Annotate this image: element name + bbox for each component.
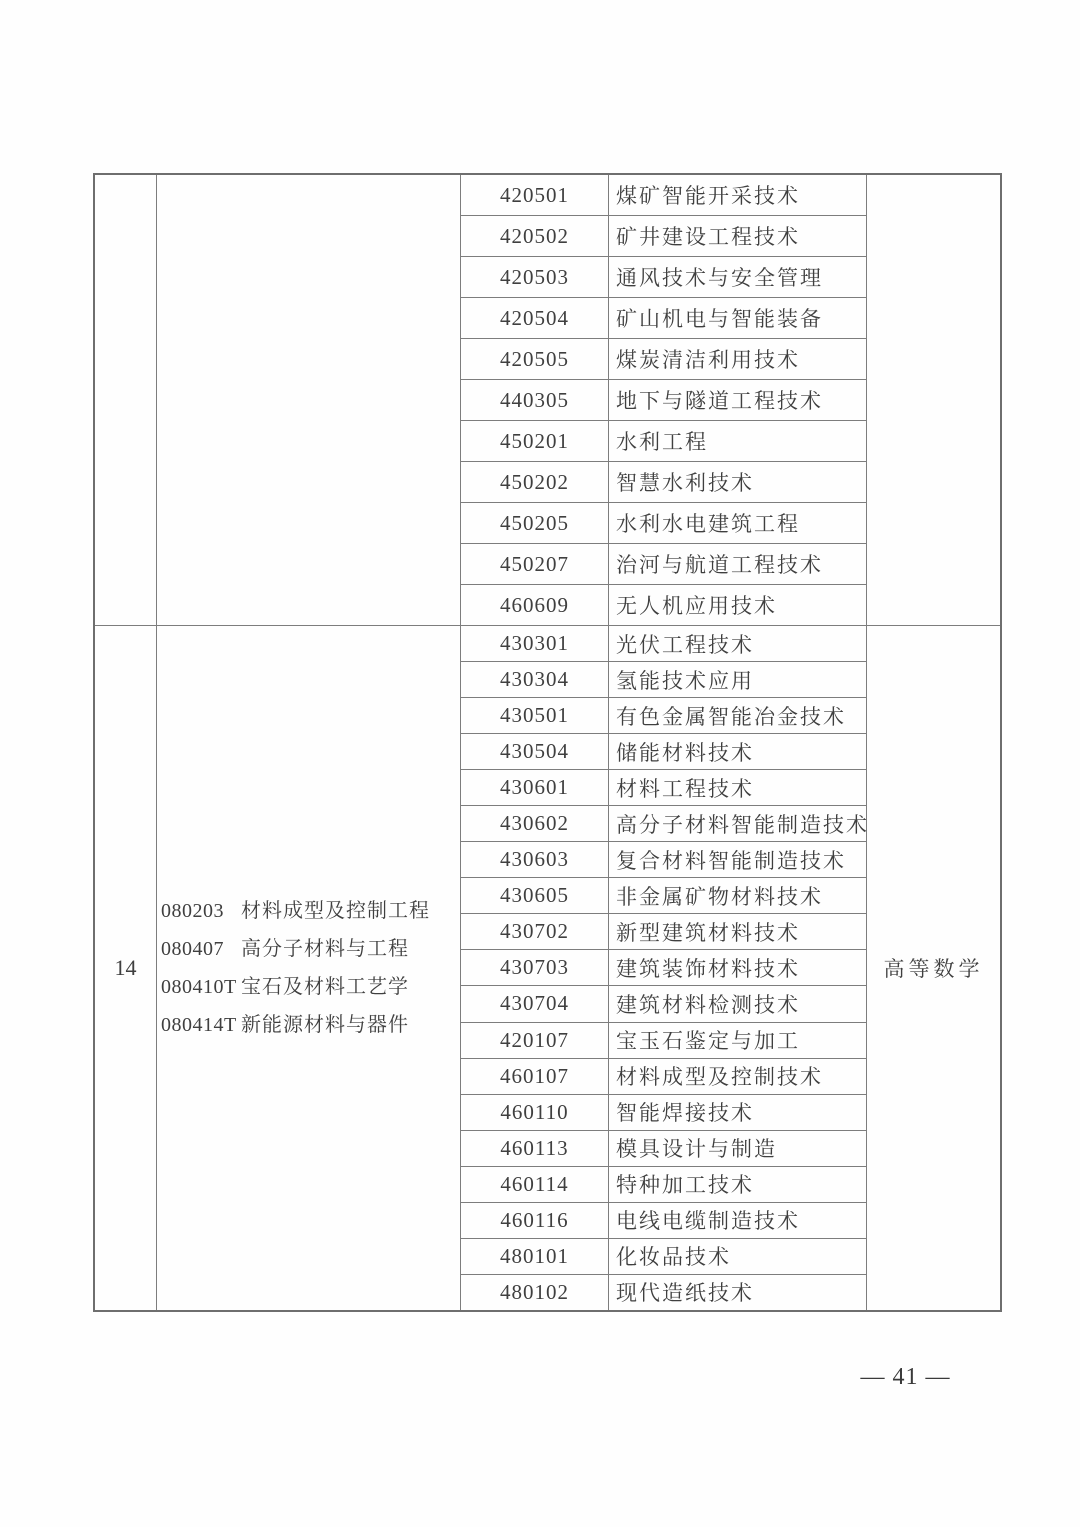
undergrad-major-code: 080407 <box>161 938 224 960</box>
seq-cell <box>95 175 157 625</box>
specialty-code: 460107 <box>461 1059 609 1094</box>
specialty-name: 地下与隧道工程技术 <box>616 389 823 413</box>
table-row <box>461 339 866 380</box>
specialty-code: 420501 <box>461 175 609 215</box>
specialty-name: 宝玉石鉴定与加工 <box>616 1029 800 1054</box>
specialty-code: 480102 <box>461 1275 609 1310</box>
specialty-name: 复合材料智能制造技术 <box>616 848 846 873</box>
table-row <box>461 585 866 625</box>
table-row <box>461 175 866 216</box>
specialty-code: 450205 <box>461 503 609 543</box>
specialty-name: 材料工程技术 <box>616 776 754 801</box>
specialty-code: 420504 <box>461 298 609 338</box>
undergrad-major-name: 高分子材料与工程 <box>241 938 409 960</box>
specialty-code: 460113 <box>461 1131 609 1166</box>
undergrad-major-line <box>161 930 430 968</box>
table-row <box>461 770 866 806</box>
specialty-code: 450202 <box>461 462 609 502</box>
specialty-code: 430704 <box>461 986 609 1021</box>
specialty-name: 高分子材料智能制造技术 <box>616 812 869 837</box>
specialty-name: 煤矿智能开采技术 <box>616 184 800 208</box>
specialty-name: 新型建筑材料技术 <box>616 920 800 945</box>
table-row <box>461 1095 866 1131</box>
seq-cell: 14 <box>95 626 157 1310</box>
table-row <box>461 380 866 421</box>
specialty-code: 450207 <box>461 544 609 584</box>
table-row-group-14 <box>95 626 1000 1310</box>
table-row-group-continued <box>95 175 1000 626</box>
table-row <box>461 503 866 544</box>
specialty-name: 治河与航道工程技术 <box>616 553 823 577</box>
specialty-code: 430605 <box>461 878 609 913</box>
table-row <box>461 914 866 950</box>
specialty-code: 460114 <box>461 1167 609 1202</box>
specialty-name: 矿山机电与智能装备 <box>616 307 823 331</box>
specialty-code: 420107 <box>461 1023 609 1058</box>
undergrad-majors-cell <box>157 175 461 625</box>
table-row <box>461 1203 866 1239</box>
table-row <box>461 662 866 698</box>
specialty-name: 电线电缆制造技术 <box>616 1209 800 1234</box>
specialty-name: 化妆品技术 <box>616 1245 731 1270</box>
undergrad-major-line <box>161 1006 430 1044</box>
specialty-name: 无人机应用技术 <box>616 594 777 618</box>
page-number: — 41 — <box>860 1364 951 1390</box>
specialty-code: 430703 <box>461 950 609 985</box>
specialty-code: 430504 <box>461 734 609 769</box>
table-row <box>461 216 866 257</box>
exam-subject-cell <box>867 175 1000 625</box>
table-row <box>461 298 866 339</box>
table-row <box>461 544 866 585</box>
undergrad-major-line <box>161 968 430 1006</box>
specialty-code: 460116 <box>461 1203 609 1238</box>
table-row <box>461 698 866 734</box>
specialty-code: 430601 <box>461 770 609 805</box>
specialty-name: 智慧水利技术 <box>616 471 754 495</box>
table-row <box>461 1239 866 1275</box>
specialty-name: 非金属矿物材料技术 <box>616 884 823 909</box>
table-row <box>461 734 866 770</box>
table-row <box>461 878 866 914</box>
specialty-code: 440305 <box>461 380 609 420</box>
table-row <box>461 421 866 462</box>
table-row <box>461 842 866 878</box>
specialty-name: 材料成型及控制技术 <box>616 1065 823 1090</box>
specialty-name: 氢能技术应用 <box>616 668 754 693</box>
table-row <box>461 1059 866 1095</box>
table-row <box>461 257 866 298</box>
table-row <box>461 1023 866 1059</box>
specialty-name: 特种加工技术 <box>616 1173 754 1198</box>
undergrad-major-code: 080410T <box>161 976 237 998</box>
specialty-name: 有色金属智能冶金技术 <box>616 704 846 729</box>
specialty-name: 储能材料技术 <box>616 740 754 765</box>
undergrad-major-code: 080414T <box>161 1014 237 1036</box>
table-row <box>461 950 866 986</box>
table-row <box>461 806 869 842</box>
table-row <box>461 626 866 662</box>
specialty-code: 430301 <box>461 626 609 661</box>
specialty-code: 450201 <box>461 421 609 461</box>
specialty-name: 模具设计与制造 <box>616 1137 777 1162</box>
undergrad-major-name: 宝石及材料工艺学 <box>241 976 409 998</box>
specialty-name: 通风技术与安全管理 <box>616 266 823 290</box>
majors-table <box>93 173 1002 1312</box>
table-row <box>461 986 866 1022</box>
undergrad-majors-cell <box>157 626 461 1310</box>
undergrad-major-code: 080203 <box>161 900 224 922</box>
table-row <box>461 1167 866 1203</box>
specialty-name: 水利水电建筑工程 <box>616 512 800 536</box>
specialty-code: 460609 <box>461 585 609 625</box>
specialty-code: 460110 <box>461 1095 609 1130</box>
specialty-rows <box>461 626 867 1310</box>
specialty-name: 矿井建设工程技术 <box>616 225 800 249</box>
specialty-code: 430603 <box>461 842 609 877</box>
specialty-rows <box>461 175 867 625</box>
table-row <box>461 462 866 503</box>
specialty-name: 煤炭清洁利用技术 <box>616 348 800 372</box>
specialty-code: 480101 <box>461 1239 609 1274</box>
specialty-code: 430602 <box>461 806 609 841</box>
specialty-code: 430304 <box>461 662 609 697</box>
undergrad-majors-list <box>157 892 430 1044</box>
specialty-name: 光伏工程技术 <box>616 632 754 657</box>
specialty-code: 420502 <box>461 216 609 256</box>
specialty-name: 水利工程 <box>616 430 708 454</box>
specialty-code: 430702 <box>461 914 609 949</box>
specialty-name: 现代造纸技术 <box>616 1281 754 1306</box>
specialty-name: 建筑装饰材料技术 <box>616 956 800 981</box>
undergrad-major-line <box>161 892 430 930</box>
specialty-code: 420503 <box>461 257 609 297</box>
specialty-code: 430501 <box>461 698 609 733</box>
table-row <box>461 1131 866 1167</box>
table-row <box>461 1275 866 1310</box>
specialty-name: 建筑材料检测技术 <box>616 992 800 1017</box>
exam-subject-cell: 高等数学 <box>883 957 984 981</box>
undergrad-major-name: 新能源材料与器件 <box>241 1014 409 1036</box>
undergrad-major-name: 材料成型及控制工程 <box>241 900 430 922</box>
specialty-name: 智能焊接技术 <box>616 1101 754 1126</box>
specialty-code: 420505 <box>461 339 609 379</box>
